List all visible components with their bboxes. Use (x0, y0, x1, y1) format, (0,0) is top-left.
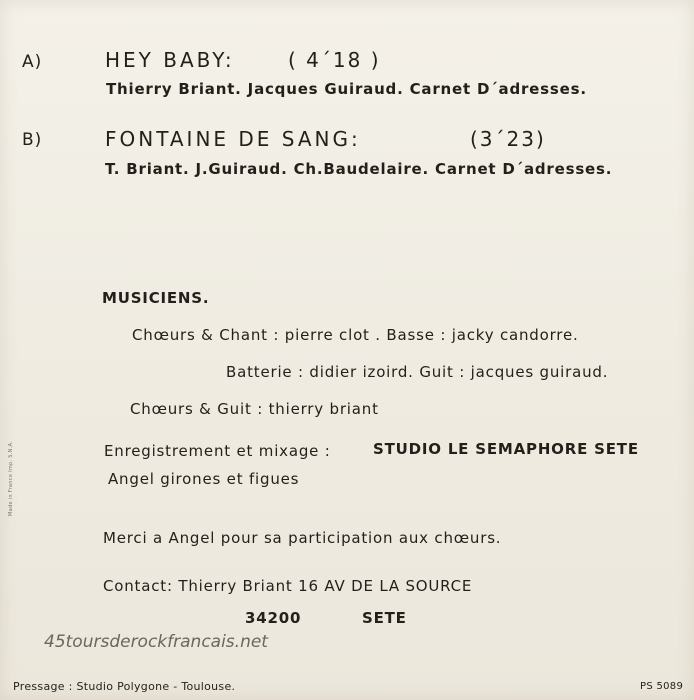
track-b-credits: T. Briant. J.Guiraud. Ch.Baudelaire. Carnet D´adresses. (105, 160, 613, 178)
recording-engineers: Angel girones et figues (108, 470, 300, 488)
site-watermark: 45toursderockfrancais.net (44, 632, 268, 652)
track-a-duration: ( 4´18 ) (288, 48, 381, 72)
pressing-credit: Pressage : Studio Polygone - Toulouse. (13, 680, 236, 693)
side-a-label: A) (22, 52, 43, 72)
track-b-duration: (3´23) (470, 127, 546, 151)
contact-line: Contact: Thierry Briant 16 AV DE LA SOURCE (103, 577, 473, 595)
track-b-title: FONTAINE DE SANG: (105, 127, 361, 151)
contact-city: SETE (362, 609, 407, 627)
musicians-line-1: Chœurs & Chant : pierre clot . Basse : jacky candorre. (132, 326, 579, 344)
thanks-note: Merci a Angel pour sa participation aux chœurs. (103, 529, 502, 547)
side-b-label: B) (22, 130, 43, 150)
musicians-line-3: Chœurs & Guit : thierry briant (130, 400, 379, 418)
track-a-credits: Thierry Briant. Jacques Guiraud. Carnet D´adresses. (106, 80, 587, 98)
musicians-line-2: Batterie : didier izoird. Guit : jacques guiraud. (226, 363, 609, 381)
musicians-heading: MUSICIENS. (102, 289, 210, 307)
contact-postcode: 34200 (245, 609, 302, 627)
recording-label: Enregistrement et mixage : (104, 442, 331, 460)
track-a-title: HEY BABY: (105, 48, 235, 72)
catalog-number: PS 5089 (640, 681, 684, 692)
recording-studio: STUDIO LE SEMAPHORE SETE (373, 440, 639, 458)
vertical-print-credit: Made in France Imp. S.N.A. (8, 440, 14, 516)
